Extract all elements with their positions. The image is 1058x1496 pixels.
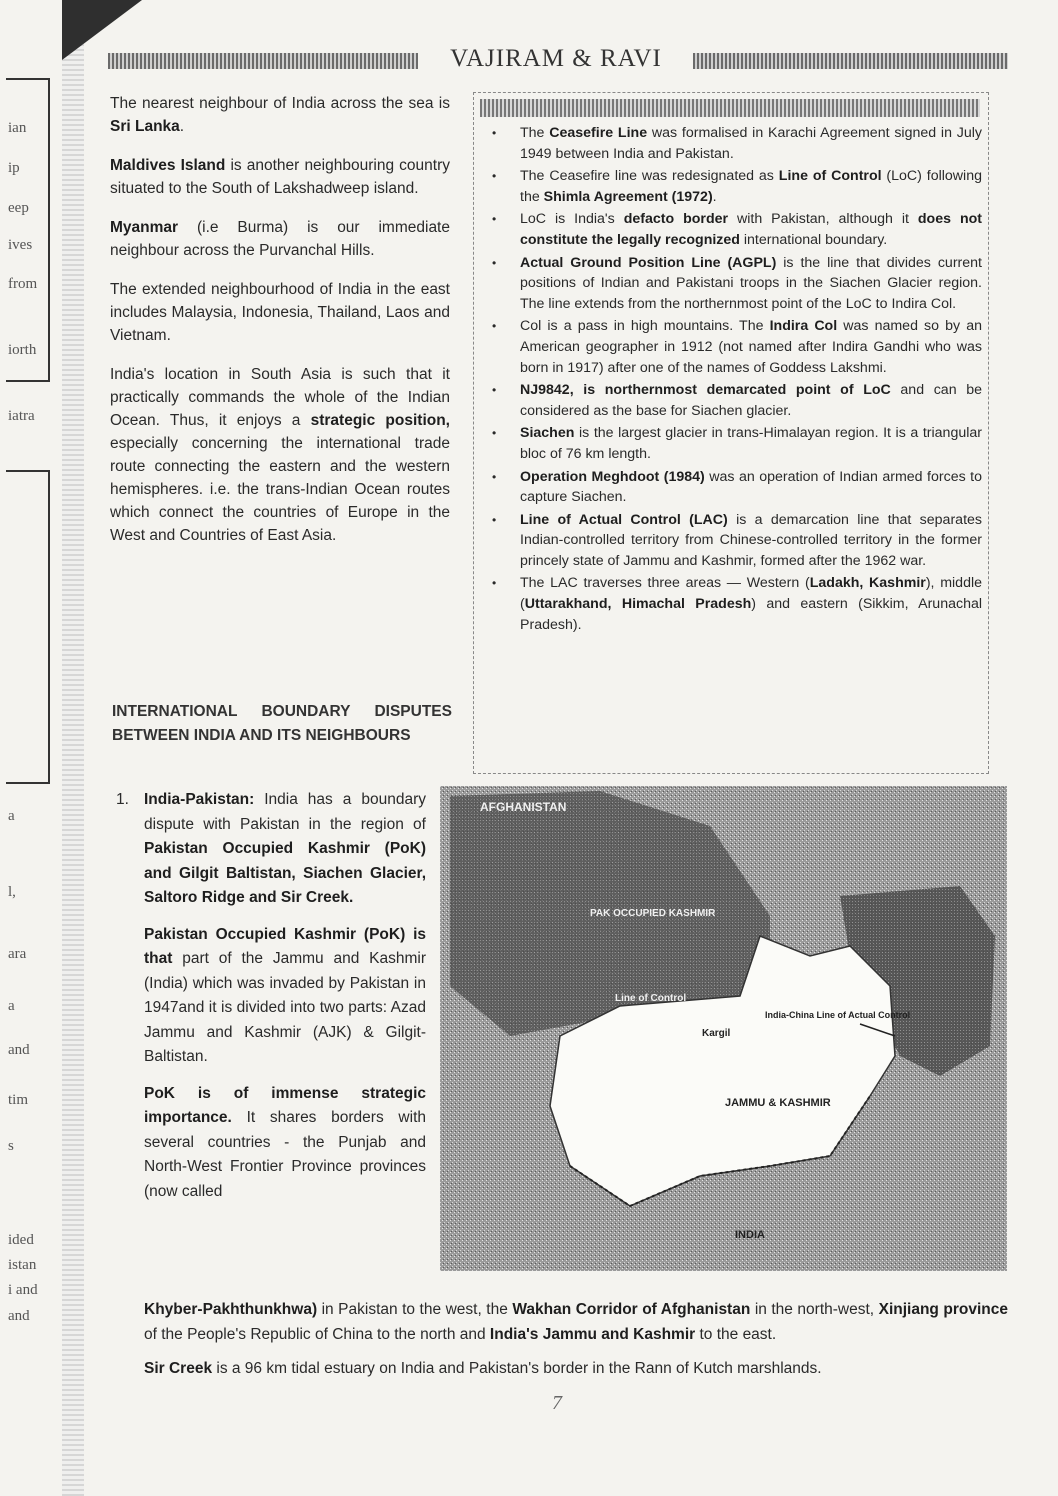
list-item: • Siachen is the largest glacier in trans-Himalayan region. It is a triangular bloc of 76 km length. [482,423,982,464]
map-label: INDIA [735,1229,765,1241]
info-box [473,92,989,774]
numbered-item-india-pakistan [116,788,426,1216]
info-box-list [482,123,982,637]
previous-page-text: iorth [8,342,37,358]
section-heading: INTERNATIONAL BOUNDARY DISPUTES BETWEEN INDIA AND ITS NEIGHBOURS [112,703,452,744]
previous-page-text: and [8,1042,30,1058]
list-item: • The LAC traverses three areas — Western (Ladakh, Kashmir), middle (Uttarakhand, Himachal Pradesh) and eastern (Sikkim, Arunachal Pradesh). [482,573,982,635]
binding-edge [62,0,84,1496]
map-label: PAK OCCUPIED KASHMIR [590,908,716,919]
paragraph-pok: Pakistan Occupied Kashmir (PoK) is that part of the Jammu and Kashmir (India) which was invaded by Pakistan in 1947and it is divided into two parts: Azad Jammu and Kashmir (AJK) & Gilgit-Baltistan. [144,925,426,1065]
previous-page-text: eep [8,200,29,216]
list-item: • LoC is India's defacto border with Pakistan, although it does not constitute the legally recognized international boundary. [482,209,982,250]
previous-page-text: ives [8,237,33,253]
item-number: 1. [116,791,129,808]
kashmir-map [440,786,1007,1271]
left-column [110,92,450,563]
paragraph-pok-borders: Khyber-Pakhthunkhwa) in Pakistan to the west, the Wakhan Corridor of Afghanistan in the north-west, Xinjiang province of the People's Republic of China to the north and India's Jammu and Kashmir to the east. [144,1301,1008,1343]
previous-page-text: a [8,998,15,1014]
list-item: • The Ceasefire line was redesignated as Line of Control (LoC) following the Shimla Agreement (1972). [482,166,982,207]
map-label: AFGHANISTAN [480,800,567,814]
list-item: • The Ceasefire Line was formalised in Karachi Agreement signed in July 1949 between India and Pakistan. [482,123,982,164]
previous-page-text: ided [8,1232,34,1248]
paragraph-extended-neighbourhood: The extended neighbourhood of India in the east includes Malaysia, Indonesia, Thailand, Laos and Vietnam. [110,281,450,344]
previous-page-box [6,470,50,784]
list-item: • Line of Actual Control (LAC) is a demarcation line that separates Indian-controlled territory from Chinese-controlled territory in the former princely state of Jammu and Kashmir, formed after the 1962 war. [482,510,982,572]
list-item: • NJ9842, is northernmost demarcated point of LoC and can be considered as the base for Siachen glacier. [482,380,982,421]
previous-page-text: and [8,1308,30,1324]
previous-page-text: from [8,276,38,292]
map-label: Kargil [702,1028,731,1039]
paragraph-india-pakistan: India-Pakistan: India has a boundary dispute with Pakistan in the region of Pakistan Occupied Kashmir (PoK) and Gilgit Baltistan, Siachen Glacier, Saltoro Ridge and Sir Creek. [144,791,426,906]
info-box-header-strip [480,99,980,117]
previous-page-text: i and [8,1282,38,1298]
map-label: JAMMU & KASHMIR [725,1097,831,1109]
map-label: India-China Line of Actual Control [765,1010,911,1020]
previous-page-text: s [8,1138,14,1154]
paragraph-strategic-location: India's location in South Asia is such that it practically commands the whole of the Indian Ocean. Thus, it enjoys a strategic position, especially concerning the international trade route connecting the eastern and the western hemispheres. i.e. the trans-Indian Ocean routes which connect the countries of Europe in the West and Countries of East Asia. [110,366,450,544]
page-header [108,45,1008,78]
paragraph-sir-creek: Sir Creek is a 96 km tidal estuary on India and Pakistan's border in the Rann of Kutch marshlands. [144,1360,822,1377]
previous-page-text: l, [8,884,16,900]
list-item: • Col is a pass in high mountains. The Indira Col was named so by an American geographer in 1912 (not named after Indira Gandhi who was born in 1917) after one of the names of Goddess Lakshmi. [482,316,982,378]
page-number: 7 [552,1392,562,1414]
header-rule-right [693,53,1008,69]
previous-page-text: iatra [8,408,35,424]
previous-page-text: a [8,808,15,824]
paragraph-pok-strategic: PoK is of immense strategic importance. It shares borders with several countries - the Punjab and North-West Frontier Province provinces (now called [144,1084,426,1200]
paragraph-myanmar: Myanmar (i.e Burma) is our immediate neighbour across the Purvanchal Hills. [110,219,450,259]
previous-page-text: ara [8,946,27,962]
previous-page-text: tim [8,1092,29,1108]
paragraph-sri-lanka: The nearest neighbour of India across the sea is Sri Lanka. [110,95,450,135]
header-rule-left [108,53,418,69]
paragraph-maldives: Maldives Island is another neighbouring country situated to the South of Lakshadweep island. [110,157,451,197]
previous-page-strip [0,0,60,1496]
previous-page-text: ip [8,160,20,176]
list-item: • Operation Meghdoot (1984) was an operation of Indian armed forces to capture Siachen. [482,467,982,508]
map-label: Line of Control [615,993,687,1004]
previous-page-text: ian [8,120,27,136]
list-item: • Actual Ground Position Line (AGPL) is the line that divides current positions of Indian and Pakistani troops in the Siachen Glacier region. The line extends from the northernmost point of the LoC to Indira Col. [482,253,982,315]
full-width-text [144,1298,1008,1392]
previous-page-text: istan [8,1257,37,1273]
brand-title: VAJIRAM & RAVI [450,45,662,72]
